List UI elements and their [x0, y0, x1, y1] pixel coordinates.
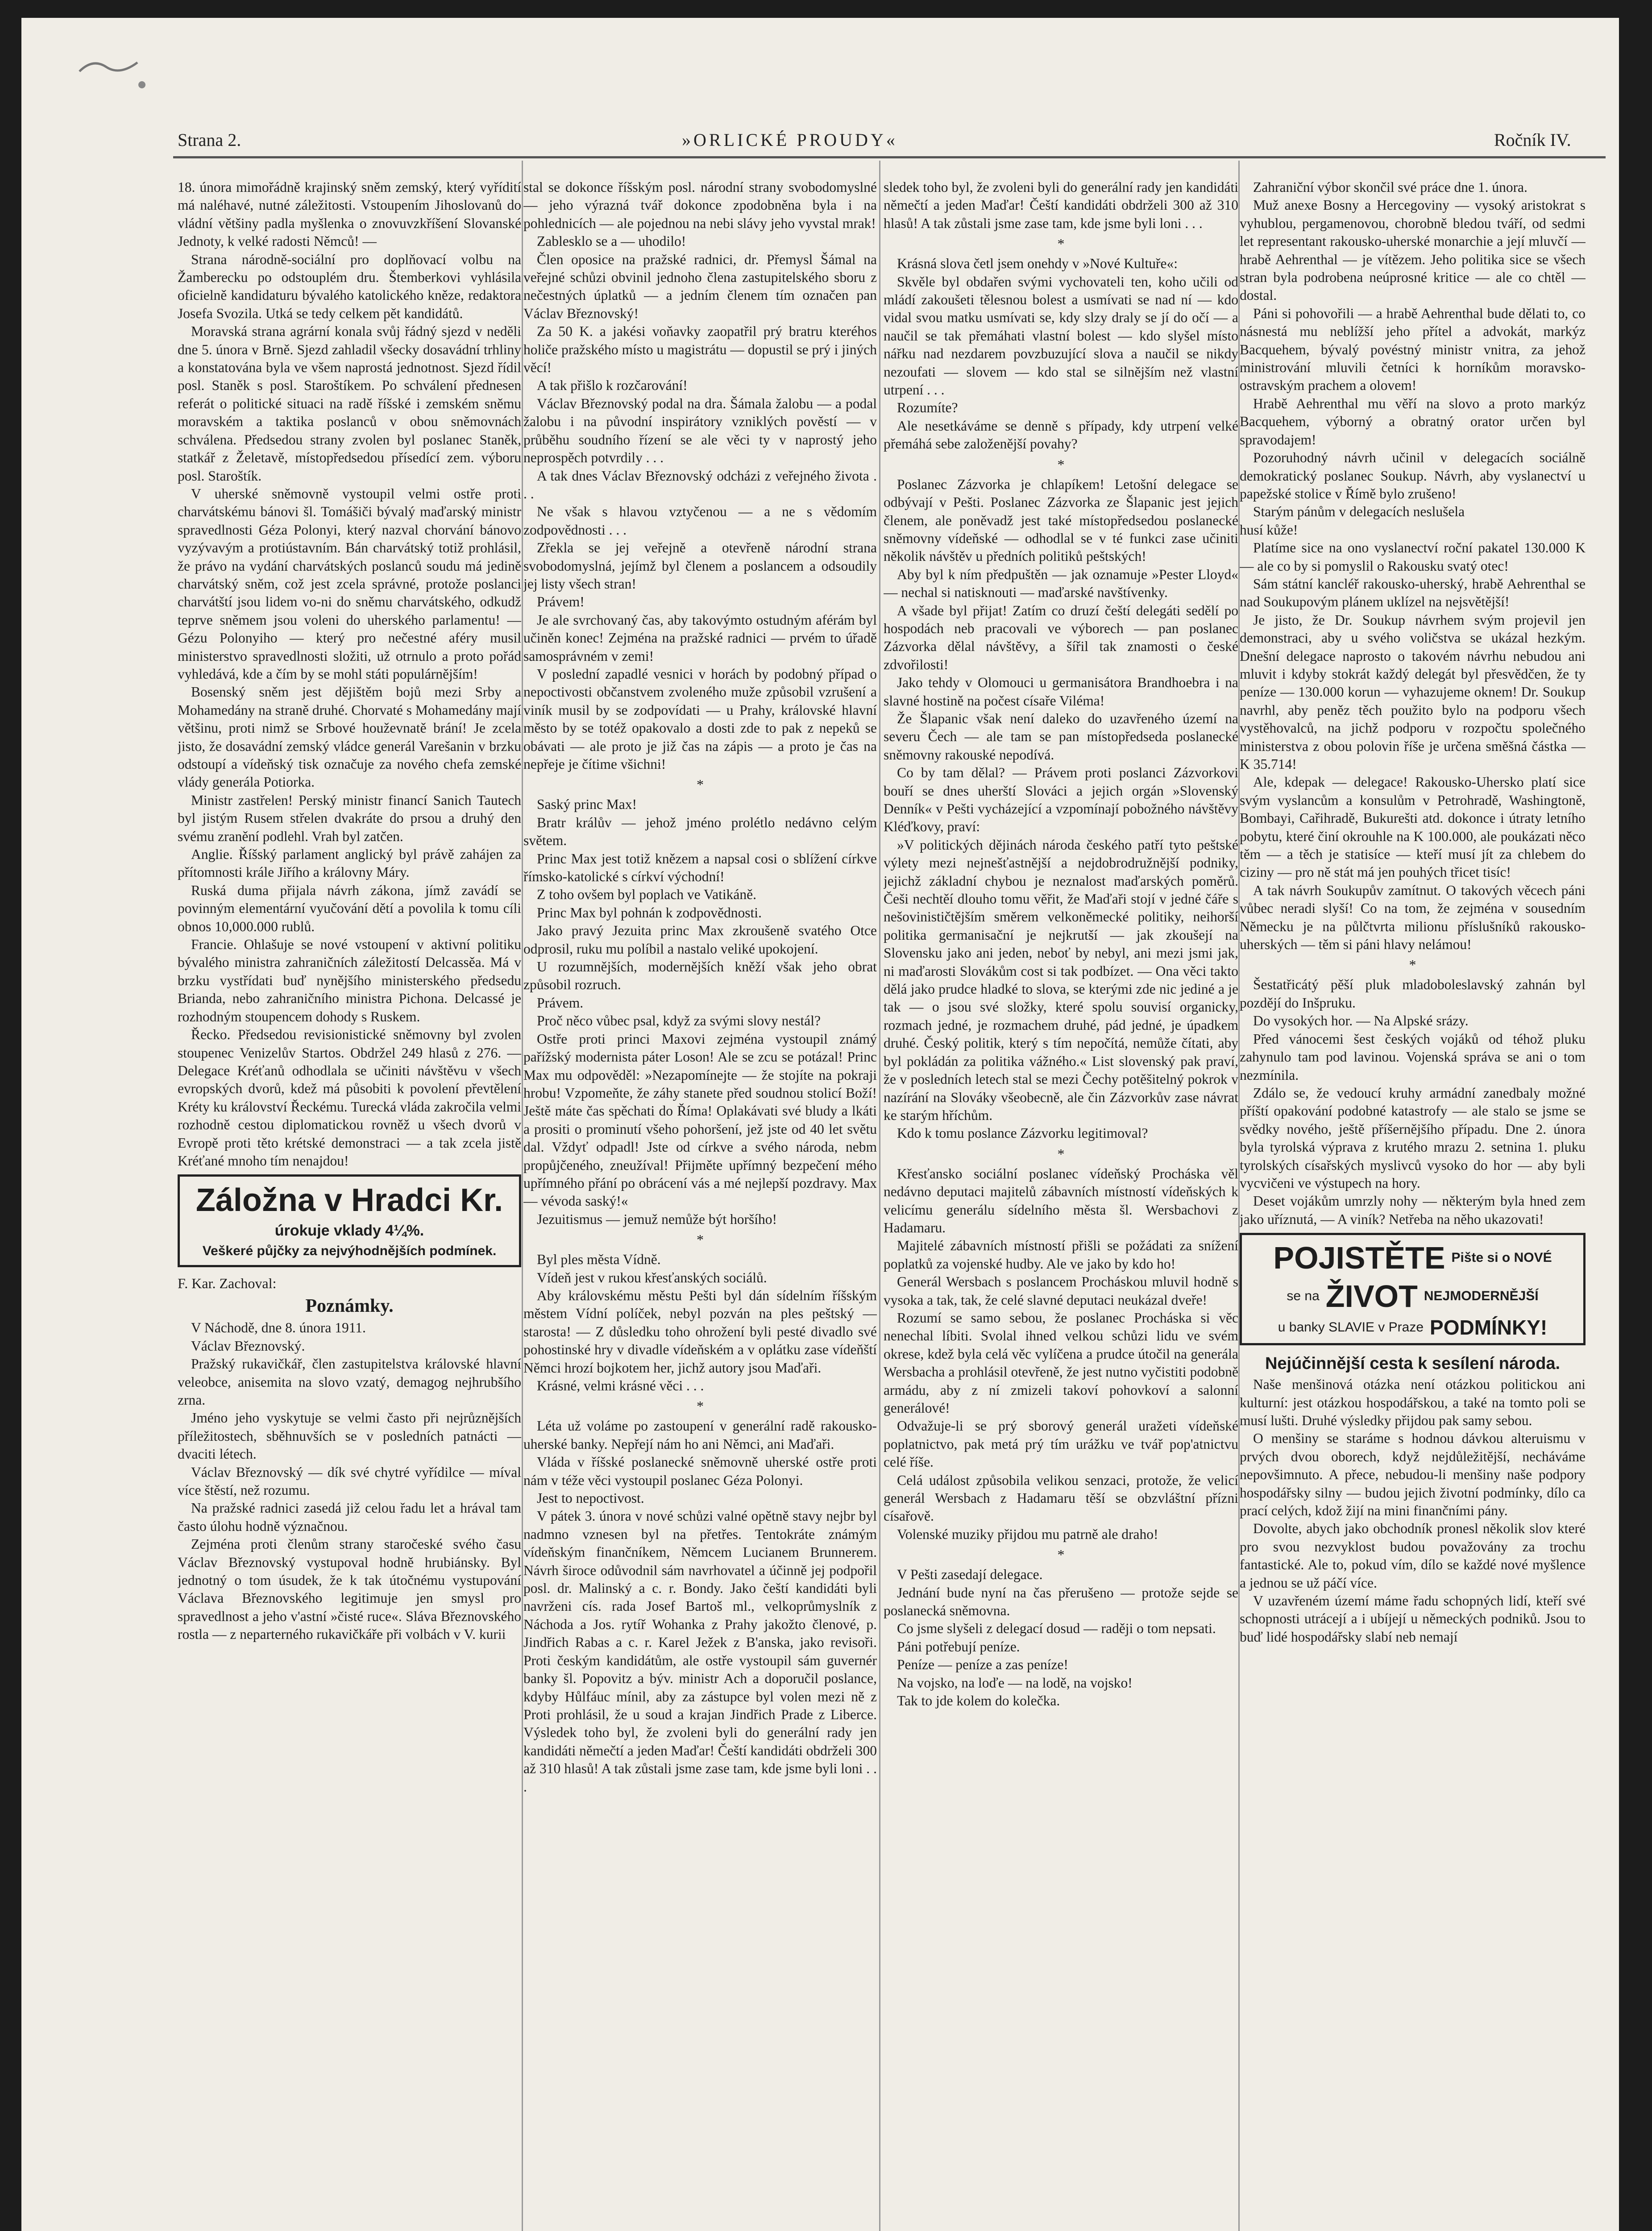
section-separator: * — [697, 1232, 704, 1248]
paragraph: Generál Wersbach s poslancem Procháskou mluvil hodně s vysoka a tak, tak, že celé slavné deputaci neukázal dveře! — [884, 1274, 1238, 1308]
paragraph: V uherské sněmovně vystoupil velmi ostře proti charvátskému bánovi šl. Tomášiči bývalý maďarský ministr spravedlnosti Géza Polonyi, který nazval chorvání bánovo vyzývavým a protiústavním. Bán charvátský totiž prohlásil, že právo na vydání charvátských poslanců soudu má jedině charvátský sněm, což jest zcela správné, protože poslanci charvátští jsou lidem vo-ni do sněmu charvátského, odkudž teprve sněmem jsou voleni do uherského parlamentu! — Gézu Polonyiho — který pro nečestné aféry musil ministerstvo spravedlnosti složiti, už otrnulo a proto pořád vyhledává, kde a čím by se mohl státi populárnějším! — [178, 485, 521, 682]
paragraph: A všade byl přijat! Zatím co druzí čeští delegáti sedělí po hospodách neb pracovali ve výborech — pan poslanec Zázvorka dělal návštěvy, a šířil tak znamosti o české zdvořilosti! — [884, 602, 1238, 672]
paragraph: Sám státní kancléř rakousko-uherský, hrabě Aehrenthal se nad Soukupovým plánem uklízel na nejsvětější! — [1240, 576, 1586, 610]
paragraph: Václav Březnovský — dík své chytré vyřídilce — míval více štěstí, než rozumu. — [178, 1464, 521, 1498]
ad-headline: POJISTĚTE — [1273, 1240, 1445, 1276]
paragraph: Majitelé zábavních místností přišli se požádati za snížení poplatků za vojenské hudby. Ale ve jako by kdo ho! — [884, 1238, 1238, 1272]
paragraph: Je ale svrchovaný čas, aby takovýmto ostudným aférám byl učiněn konec! Zejména na pražské radnici — prvém to úřadě samosprávném v zemi! — [523, 612, 877, 664]
paragraph: Ruská duma přijala návrh zákona, jímž zavádí se povinným elementární vyučování dětí a povolila k tomu cíli obnos 10,000.000 rublů. — [178, 882, 521, 934]
paragraph: Jako pravý Jezuita princ Max zkroušeně svatého Otce odprosil, ruku mu políbil a nastalo veliké upokojení. — [523, 923, 877, 957]
section-separator: * — [697, 1398, 704, 1414]
paragraph: Za 50 K. a jakési voňavky zaopatřil prý bratru kteréhos holiče pražského místo u magistrátu — dopustil se prý i jiných věcí! — [523, 323, 877, 376]
ad-text: Pište si o NOVÉ — [1451, 1250, 1552, 1265]
bank-advertisement — [178, 1174, 521, 1267]
paragraph: Proč něco vůbec psal, když za svými slovy nestál? — [537, 1013, 821, 1029]
paragraph: Pražský rukavičkář, člen zastupitelstva královské hlavní veleobce, anisemita na slovo vzatý, demagog nejhrubšího zrna. — [178, 1356, 521, 1408]
bank-rate: úrokuje vklady 4¼%. — [274, 1222, 424, 1240]
paragraph: Zřekla se jej veřejně a otevřeně národní strana svobodomyslná, jejímž byl členem a poslancem a odsoudily jej listy všech stran! — [523, 540, 877, 592]
column-2 — [523, 178, 877, 2231]
paragraph: Ministr zastřelen! Perský ministr financí Sanich Tautech byl jistým Rusem střelen dvakráte do prsou a druhý den svému zranění podlehl. Vrah byl zatčen. — [178, 792, 521, 844]
newspaper-title: »ORLICKÉ PROUDY« — [682, 130, 898, 150]
paragraph: Poslanec Zázvorka je chlapíkem! Letošní delegace se odbývají v Pešti. Poslanec Zázvorka ze Šlapanic jest jejich členem, ale poněvadž jest také místopředsedou poslanecké sněmovny vídeňské — odhodlal se v té funkci zase učiniti několik návštěv u předních politiků peštských! — [884, 476, 1238, 564]
paragraph: Skvěle byl obdařen svými vychovateli ten, koho učili od mládí zakoušeti tělesnou bolest a usmívati se nad ní — kdo vidal svou matku usmívati se, kdy slzy draly se jí do očí — a naučil se tak přemáhati vlastní bolest — kdo slyšel místo nářku nad nezdarem povzbuzující slova a naučil se nikdy nezoufati — slovem — kdo stal se silnějším než vlastní utrpení . . . — [884, 274, 1238, 398]
paragraph: Saský princ Max! — [537, 796, 637, 813]
article-author: F. Kar. Zachoval: — [178, 1275, 277, 1292]
paragraph: Dovolte, abych jako obchodník pronesl několik slov které pro svou nezvyklost budou považovány za trochu fantastické. Ale to, pokud vím, dílo se každé nové myšlence a jednou se už páčí více. — [1240, 1521, 1586, 1591]
paragraph: Co by tam dělal? — Právem proti poslanci Zázvorkovi bouří se dnes uherští Slováci a jejich orgán »Slovenský Denník« v Pešti vycházející a vzpomínají pobožného návštěvy Kléďkovy, praví: — [884, 765, 1238, 835]
paragraph: Jest to nepoctivost. — [537, 1490, 644, 1506]
bank-loans: Veškeré půjčky za nejvýhodnějších podmínek. — [202, 1244, 497, 1259]
paragraph: Právem! — [537, 594, 585, 610]
paragraph: Ne však s hlavou vztyčenou — a ne s vědomím zodpovědnosti . . . — [523, 504, 877, 538]
paragraph: A tak přišlo k rozčarování! — [537, 377, 688, 394]
newspaper-page — [21, 18, 1619, 2231]
paragraph: Platíme sice na ono vyslanectví roční pakatel 130.000 K — ale co by si pomyslil o Rakousku svatý otec! — [1240, 540, 1586, 574]
paragraph: Řecko. Předsedou revisionistické sněmovny byl zvolen stoupenec Venizelův Startos. Obdržel 249 hlasů z 276. — Delegace Kréťanů odhodlala se učiniti návštěvu v všech evropských dvorů, kdež má působiti k povolení převtělení Kréty ku království Řeckému. Turecká vláda zakročila velmi rozhodně cestou diplomatickou rovněž u všech dvorů v Evropě proti těto krétské demonstraci — a tak zcela jistě Kréťané mnoho tím nenajdou! — [178, 1027, 521, 1169]
paragraph: Aby byl k ním předpuštěn — jak oznamuje »Pester Lloyd« — nechal si natisknouti — maďarské navštívenky. — [884, 566, 1238, 601]
paragraph: Muž anexe Bosny a Hercegoviny — vysoký aristokrat s vyhublou, pergamenovou, chorobně bledou tváří, od sedmi let representant rakousko-uherské monarchie a její mluvčí — hrabě Aehrenthal — je vítězem. Jeho politika sice se všech stran byla podrobena neúprosné kritice — ale co chtěl — dostal. — [1240, 197, 1586, 303]
paragraph: Peníze — peníze a zas peníze! — [897, 1657, 1068, 1673]
column-3 — [884, 178, 1238, 2231]
ad-headline: ŽIVOT — [1325, 1279, 1418, 1314]
paragraph: Právem. — [537, 995, 584, 1011]
paragraph: Krásná slova četl jsem onehdy v »Nové Kultuře«: — [897, 256, 1178, 272]
paragraph: Jednání bude nyní na čas přerušeno — protože sejde se poslanecká sněmovna. — [884, 1584, 1238, 1619]
paragraph: Princ Max byl pohnán k zodpovědnosti. — [537, 904, 762, 921]
paragraph: Před vánocemi šest českých vojáků od téhož pluku zahynulo tam pod lavinou. Vojenská správa se ani o tom nezmínila. — [1240, 1031, 1586, 1083]
page-number: Strana 2. — [178, 130, 241, 150]
paragraph: A tak návrh Soukupův zamítnut. O takových věcech páni vůbec neradi slyší! Co na tom, že zejména v sousedním Německu je na půlčtvrta milionu příslušníků rakousko-uherských — těm si páni hlavy nelámou! — [1240, 882, 1586, 953]
column-rule — [879, 161, 880, 2231]
paragraph: »V politických dějinách národa českého patří tyto peštské výlety mezi nejnešťastnější a nejdobrodružnější podniky, jejichž základní chybou je neznalost maďarských poměrů. Češi nechtěí dlouho tomu věřit, že Maďaři stojí v jedné čáře s nešovinističtějším směrem velkoněmecké politiky, neihorší politika germanisační je nejkrutší — jak zkoušejí na Slovensku jako ani jeden, neboť by nebyl, ani mezi jsmi jak, ni maďarosti Slovákům cost si tak podbízet. — Ona věci takto dělá jako prudce hladké to slova, se kterými zde nic jediné a je tak — o jsou své složky, které spolu souvisí organicky, rozmach jedné, je rozmachem druhé, pád jedné, je úpadkem druhé. Český politik, který s tím nepočítá, nemůže čítati, aby byl pokládán za politika vážného.« List slovenský pak praví, že v posledních letech stal se mezi Čechy potěšitelný pokrok v nazírání na Slováky všeobecně, ale čin Zázvorkův zase návrat ke starým hříchům. — [884, 837, 1238, 1123]
ad-text: se na — [1287, 1289, 1320, 1304]
paragraph: V poslední zapadlé vesnici v horách by podobný případ o nepoctivosti občanstvem zvoleného muže způsobil vzrušení a viník musil by se zodpovídati — u Prahy, královské hlavní město by se totéž opakovalo a dosti zde to pak z nepeků se obávati — ale proto je již čas na zápis — a proto je čas na nepřeje je čítime všichni! — [523, 666, 877, 772]
bank-name: Záložna v Hradci Kr. — [195, 1182, 503, 1219]
ad-text: PODMÍNKY! — [1430, 1316, 1548, 1339]
article-title: Poznámky. — [305, 1296, 394, 1317]
section-separator: * — [1409, 957, 1416, 973]
paragraph: Jméno jeho vyskytuje se velmi často při nejrůznějších příležitostech, sběhnuvších se v posledních patnácti — dvaciti létech. — [178, 1410, 521, 1462]
paragraph: Byl ples města Vídně. — [537, 1252, 661, 1268]
section-separator: * — [1057, 1145, 1065, 1162]
paragraph: Aby královskému městu Pešti byl dán sídelním říšským městem Vídní políček, nebyl pozván na ples peštský — starosta! — Z důsledku toho ohrožení byli pesté divadlo své pohostinské hry v divadle vídeňském a v oplátku zase vídeňští Němci hrozí bojkotem her, jichž autory jsou Maďaři. — [523, 1287, 877, 1376]
paragraph: Rozumí se samo sebou, že poslanec Procháska si věc nenechal líbiti. Svolal ihned velkou schůzi lidu ve svém okrese, kdež byla celá věc vylíčena a prudce útočil na generála Wersbacha a prohlásil otevřeně, že jest nutno vyčistiti podobně armádu, aby z ní zmizeli takoví pohovkoví a salonní generálové! — [884, 1310, 1238, 1416]
insurance-advertisement — [1240, 1233, 1586, 1345]
paragraph: Princ Max jest totiž knězem a napsal cosi o sblížení církve římsko-katolické s církví východní! — [523, 850, 877, 885]
dateline: V Náchodě, dne 8. února 1911. — [191, 1320, 366, 1336]
paragraph: Křesťansko sociální poslanec vídeňský Procháska věl nedávno deputaci majitelů zábavních místností vídeňských k velicímu generálu sídelního města šl. Wersbachovi z Hadamaru. — [884, 1165, 1238, 1236]
paragraph: Ostře proti princi Maxovi zejména vystoupil známý pařížský modernista páter Loson! Ale se zcu se potázal! Princ Max mu odpověděl: »Nezapomínejte — že stojíte na pokraji hrobu! Vzpomeňte, že záhy stanete před soudnou stolicí Boží! Ještě máte čas spěchati do Říma! Oplakávati své bludy a lkáti a prositi o prominutí všeho pohoršení, jež jste od 40 let světu dal. Vždyť odpadl! Jste od církve a svého národa, nebm propůjčeného, zneužíval! Přijměte upřímný bezpečení mého upřímného přání po obrácení vás a mé nejlepší pozdravy. Max — vévoda saský!« — [523, 1031, 877, 1209]
paragraph: Páni si pohovořili — a hrabě Aehrenthal bude dělati to, co násnestá mu neblížší jeho přítel a advokát, markýz Bacquehem, bývalý povéstný ministr vnitra, za jehož ministrování mluvili četníci k horníkům moravsko-ostravským prachem a olovem! — [1240, 305, 1586, 394]
paragraph: V Pešti zasedají delegace. — [897, 1567, 1043, 1583]
column-1 — [178, 178, 521, 2231]
paragraph: Rozumíte? — [897, 400, 958, 416]
paragraph: Vláda v říšské poslanecké sněmovně uherské ostře proti nám v téže věci vystoupil poslanec Géza Polonyi. — [523, 1454, 877, 1488]
paragraph: Zablesklo se a — uhodilo! — [537, 233, 686, 249]
paragraph: Bosenský sněm jest dějištěm bojů mezi Srby a Mohamedány na straně druhé. Chorvaté s Mohamedány mají většinu, proti nimž se Srbové houževnatě brání! Je zcela jisto, že dosavádní zemský vládce generál Varešanin v brzku odstoupí a vídeňský tisk označuje za nového chefa zemské vlády generála Potiorka. — [178, 684, 521, 790]
paragraph: Člen oposice na pražské radnici, dr. Přemysl Šámal na veřejné schůzi obvinil jednoho člena zastupitelského sboru z nečestných úplatků — a jedním členem tím označen pan Václav Březnovský! — [523, 251, 877, 321]
paragraph: Strana národně-sociální pro doplňovací volbu na Žamberecku po odstouplém dru. Štemberkovi vyhlásila oficielně kandidaturu bývalého katolického kněze, redaktora Josefa Svozila. Utká se tedy celkem pět kandidátů. — [178, 251, 521, 321]
ad-text: NEJMODERNĚJŠÍ — [1424, 1289, 1539, 1304]
paragraph: Zdálo se, že vedoucí kruhy armádní zanedbaly možné příští opakování podobné katastrofy — ale stalo se jsme se svědky nového, ještě příšernějšího případu. Dne 2. února byla tyrolská výprava z krutého mrazu 2. setnina 1. pluku tyrolských císařských myslivců vysoko do hor — aby byli vycvičeni ve výstupech na hory. — [1240, 1085, 1586, 1191]
section-separator: * — [697, 776, 704, 793]
paragraph: Kdo k tomu poslance Zázvorku legitimoval? — [897, 1125, 1148, 1141]
paragraph: Páni potřebují peníze. — [897, 1638, 1020, 1655]
paragraph: Do vysokých hor. — Na Alpské srázy. — [1253, 1013, 1469, 1029]
paragraph: Léta už voláme po zastoupení v generální radě rakousko-uherské banky. Nepřejí nám ho ani Němci, ani Maďaři. — [523, 1418, 877, 1452]
paragraph: Ale, kdepak — delegace! Rakousko-Uhersko platí sice svým vyslancům a konsulům v Petrohradě, Washingtoně, Bombayi, Cařihradě, Bukurešti atd. dokonce i útraty letního pobytu, které činí okrouhle na K 100.000, ale poukázati něco těm — a těch je statisíce — kteří musí jít za chlebem do ciziny — pro ně stát má jen pouhých třicet tisíc! — [1240, 774, 1586, 880]
paragraph: Starým pánům v delegacích neslušela — [1253, 504, 1465, 520]
paragraph: Na vojsko, na loďe — na lodě, na vojsko! — [897, 1675, 1133, 1691]
paragraph: husí kůže! — [1240, 522, 1298, 538]
header-rule — [173, 156, 1606, 158]
paragraph: Co jsme slyšeli z delegací dosud — raději o tom nepsati. — [897, 1621, 1216, 1637]
torn-corner-mark — [75, 45, 155, 98]
volume-number: Ročník IV. — [1494, 130, 1571, 150]
paragraph: Volenské muziky přijdou mu patrně ale draho! — [897, 1526, 1158, 1542]
paragraph: Jako tehdy v Olomouci u germanisátora Brandhoebra i na slavné hostině na počest císaře Viléma! — [884, 675, 1238, 709]
paragraph: Naše menšinová otázka není otázkou politickou ani kulturní: jest otázkou hospodářskou, a také na tomto poli se musí lušti. Druhé výsledky přijdou pak samy sebou. — [1240, 1377, 1586, 1428]
paragraph: sledek toho byl, že zvoleni byli do generální rady jen kandidáti němečtí a jeden Maďar! Čeští kandidáti obdrželi 300 až 310 hlasů! A tak zůstali jsme zase tam, kde jsme byli loni . . . — [884, 179, 1238, 231]
paragraph: Anglie. Říšský parlament anglický byl právě zahájen za přítomnosti krále Jiřího a královny Máry. — [178, 846, 521, 880]
paragraph: Moravská strana agrární konala svůj řádný sjezd v neděli dne 5. února v Brně. Sjezd zahladil všecky dosavádní trhliny a konstatována byla ve všem naprostá jednotnost. Sjezd řídil posl. Staněk s posl. Staroštíkem. Po schválení přednesen referát o politické situaci na radě říšské i zemském sněmu moravském a taktika poslanců v obou sněmovnách schválena. Předsedou strany zvolen byl poslanec Staněk, statkář z Želetavě, místopředsedou přísedící zem. výboru posl. Staroštík. — [178, 323, 521, 484]
paragraph: Vídeň jest v rukou křesťanských sociálů. — [537, 1269, 767, 1286]
paragraph: V uzavřeném území máme řadu schopných lidí, kteří své schopnosti utrácejí a i ubíjejí u německých podniků. Jsou to buď lidé hospodářsky slabí neb nemají — [1240, 1593, 1586, 1645]
paragraph: Ale nesetkáváme se denně s případy, kdy utrpení velké přemáhá sebe založenější povahy? — [884, 418, 1238, 452]
section-separator: * — [1057, 456, 1065, 473]
paragraph: Bratr králův — jehož jméno prolétlo nedávno celým světem. — [523, 814, 877, 849]
column-rule — [522, 161, 523, 2231]
column-4 — [1240, 178, 1586, 2231]
paragraph: U rozumnějších, modernějších kněží však jeho obrat způsobil rozruch. — [523, 959, 877, 993]
paragraph: Francie. Ohlašuje se nové vstoupení v aktivní politiku bývalého ministra zahraničních záležitostí Delcassěa. Má v brzku vystřídati buď nynějšího ministerského předsedu Brianda, nebo zahraničního ministra Pichona. Delcassé je rozhodným stoupencem dohody s Ruskem. — [178, 937, 521, 1024]
paragraph: stal se dokonce říšským posl. národní strany svobodomyslné — jeho výrazná tvář dokonce zpodobněna byla i na pohlednicích — ale pojednou na nebi slávy jeho vyvstal mrak! — [523, 179, 877, 231]
paragraph: Pozoruhodný návrh učinil v delegacích sociálně demokratický poslanec Soukup. Návrh, aby vyslanectví u papežské stolice v Římě bylo zrušeno! — [1240, 450, 1586, 502]
paragraph: Jezuitismus — jemuž nemůže být horšího! — [537, 1211, 777, 1227]
article-title: Nejúčinnější cesta k sesílení národa. — [1265, 1354, 1561, 1373]
ad-text: u banky SLAVIE v Praze — [1278, 1320, 1424, 1335]
paragraph: Deset vojákům umrzly nohy — některým byla hned zem jako uříznutá, — A viník? Netřeba na něho ukazovati! — [1240, 1193, 1586, 1227]
paragraph: Šestatřicátý pěší pluk mladoboleslavský zahnán byl pozdějí do Inšpruku. — [1240, 977, 1586, 1011]
paragraph: Na pražské radnici zasedá již celou řadu let a hrával tam často úlohu hodně význačnou. — [178, 1500, 521, 1534]
paragraph: 18. února mimořádně krajinský sněm zemský, který vyřídití má naléhavé, nutné záležitosti. Vstoupením Jihoslovanů do vládní většiny padla myšlenka o znovuvzkříšení Slovanské Jednoty, k velké radosti Němců! — — [178, 179, 521, 249]
paragraph: Václav Březnovský podal na dra. Šámala žalobu — a podal žalobu i na původní inspirátory vzniklých pověstí — v průběhu soudního řízení se ale věci ty v naprostý jeho neprospěch potvrdily . . . — [523, 395, 877, 466]
section-separator: * — [1057, 236, 1065, 252]
paragraph: Zejména proti členům strany staročeské svého času Václav Březnovský vystupoval hodně hrubiánsky. Byl jednotný o tom úsudek, že k tak útočnému vystupování Václava Březnovského legitimuje jen smysl pro spravedlnost a jeho v'astní »čisté ruce«. Sláva Březnovského rostla — z neparterného rukavičkáře při volbách v V. kurii — [178, 1536, 521, 1642]
paragraph: Zahraniční výbor skončil své práce dne 1. února. — [1253, 179, 1527, 195]
paragraph: Odvažuje-li se prý sborový generál uražeti vídeňské poplatnictvo, pak metá prý tím urážku ve tvář pop'atnictvu celé říše. — [884, 1418, 1238, 1470]
paragraph: Krásné, velmi krásné věci . . . — [537, 1378, 704, 1393]
paragraph: Hrabě Aehrenthal mu věří na slovo a proto markýz Bacquehem, výborný a obratný orator určen byl spravodajem! — [1240, 395, 1586, 448]
paragraph: Tak to jde kolem do kolečka. — [897, 1693, 1060, 1709]
paragraph: Z toho ovšem byl poplach ve Vatikáně. — [537, 887, 756, 903]
paragraph: Že Šlapanic však není daleko do uzavřeného území na severu Čech — ale tam se pan místopředseda poslanecké sněmovny rakouské nepodívá. — [884, 710, 1238, 763]
paragraph: A tak dnes Václav Březnovský odcházi z veřejného života . . . — [523, 468, 877, 502]
paragraph: V pátek 3. února v nové schůzi valné opětně stavy nejbr byl nadmno vznesen byl na přetřes. Tentokráte známým vídeňským finančníkem, Němcem Lucianem Brunnerem. Návrh široce odůvodnil sám navrhovatel a účinně jej podpořil posl. dr. Malinský a c. r. Bondy. Jako čeští kandidáti byli navrženi cís. rada Josef Bartoš ml., velkoprůmyslník z Náchoda a Jos. rytíř Wohanka z Prahy jakožto členové, p. Jindřich Rabas a c. r. Karel Ježek z B'anska, jako revisoři. Proti českým kandidátům, ale ostře vystoupil sám guvernér banky šl. Popovitz a býv. ministr Ach a doporučil poslance, kdyby Hůlfáuc mínil, aby za zástupce byl volen mezi ně z Proti prohlásil, že u soud a krajan Jindřich Prade z Liberce. Výsledek toho byl, že zvoleni byli do generální rady jen kandidáti němečtí a jeden Maďar! Čeští kandidáti obdrželi 300 až 310 hlasů! A tak zůstali jsme zase tam, kde jsme byli loni . . . — [523, 1508, 877, 1795]
paragraph: O menšiny se staráme s hodnou dávkou alteruismu v prvých dvou oborech, když nejdůležitější, necháváme nepovšimnuto. A přece, nebudou-li menšiny naše podpory hospodářsky silny — budou jejich životní podmínky, dílo ca prací celých, kdož žijí na mini finančními pány. — [1240, 1431, 1586, 1518]
section-separator: * — [1057, 1547, 1065, 1563]
paragraph: Celá událost způsobila velikou senzaci, protože, že velicí generál Wersbach z Hadamaru těší se obzvláštní přízni císařově. — [884, 1472, 1238, 1524]
paragraph: Václav Březnovský. — [191, 1338, 305, 1354]
paragraph: Je jisto, že Dr. Soukup návrhem svým projevil jen demonstraci, aby u svého voličstva se ukázal hezkým. Dnešní delegace naprosto o takovém návrhu nebudou ani mluvit i kdyby stokrát každý delegát byl přesvědčen, že ty peníze — 130.000 korun — vyhazujeme oknem! Dr. Soukup navrhl, aby peněz těch použito bylo na podporu všech vystěhovalců, na jichž podporu v rozpočtu společného ministerstva z obou polovin říše je určena směšná částka — K 35.714! — [1240, 612, 1586, 772]
